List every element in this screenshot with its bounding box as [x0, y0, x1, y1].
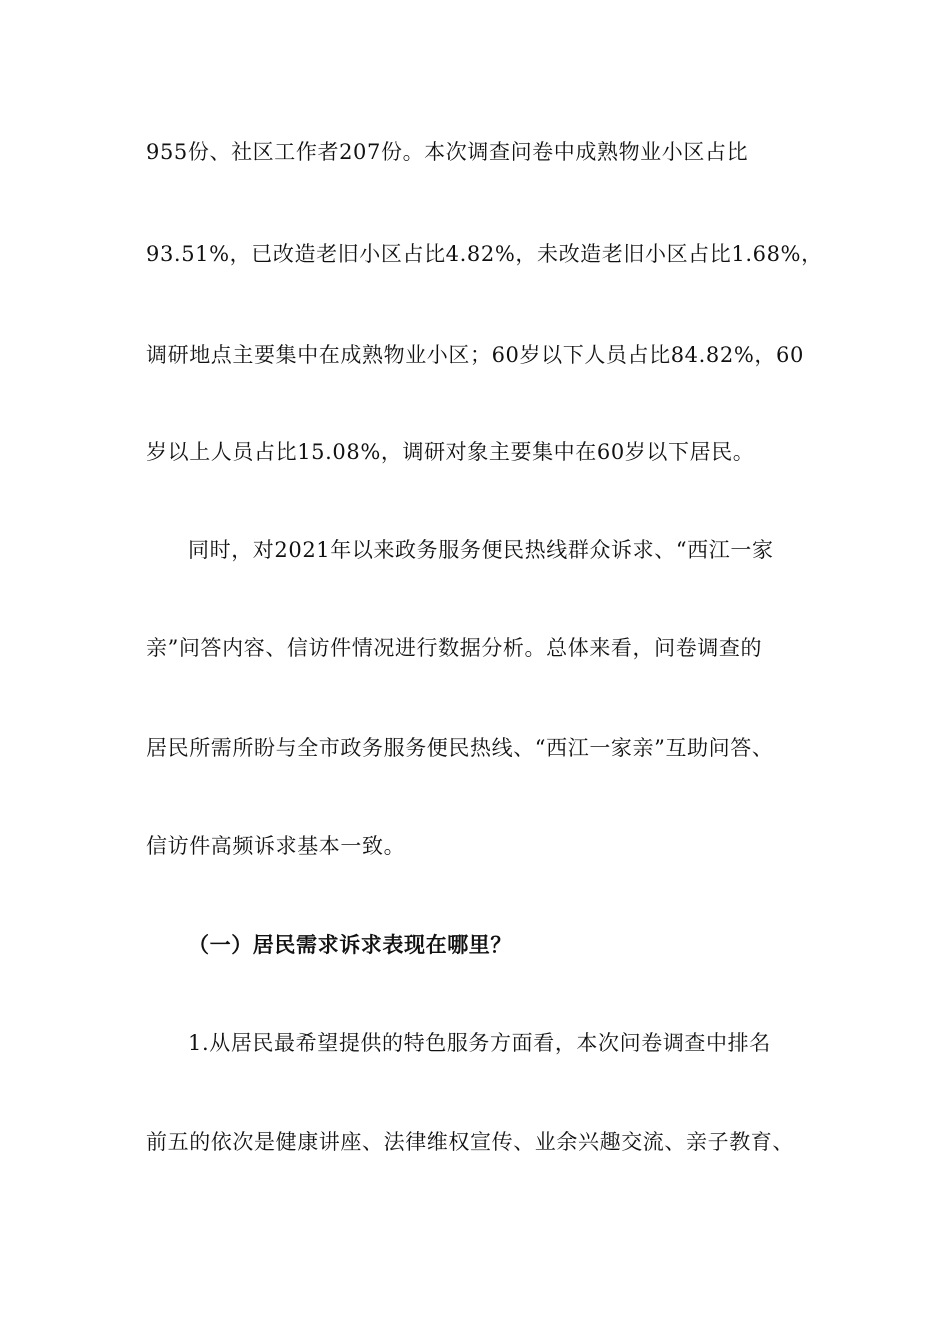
paragraph-line: 调研地点主要集中在成熟物业小区；60岁以下人员占比84.82%，60: [146, 343, 804, 367]
paragraph-line: 岁以上人员占比15.08%，调研对象主要集中在60岁以下居民。: [146, 440, 755, 464]
paragraph-line: 亲”问答内容、信访件情况进行数据分析。总体来看，问卷调查的: [146, 636, 763, 660]
paragraph-line: 居民所需所盼与全市政务服务便民热线、“西江一家亲”互助问答、: [146, 736, 774, 760]
paragraph-line: 信访件高频诉求基本一致。: [146, 834, 406, 858]
paragraph-line: 93.51%，已改造老旧小区占比4.82%，未改造老旧小区占比1.68%，: [146, 242, 823, 266]
paragraph-line: 前五的依次是健康讲座、法律维权宣传、业余兴趣交流、亲子教育、: [146, 1130, 794, 1154]
paragraph-line: 955份、社区工作者207份。本次调查问卷中成熟物业小区占比: [146, 140, 749, 164]
section-heading: （一）居民需求诉求表现在哪里？: [188, 933, 512, 957]
paragraph-line: 同时，对2021年以来政务服务便民热线群众诉求、“西江一家: [188, 538, 774, 562]
paragraph-line: 1.从居民最希望提供的特色服务方面看，本次问卷调查中排名: [188, 1031, 771, 1055]
